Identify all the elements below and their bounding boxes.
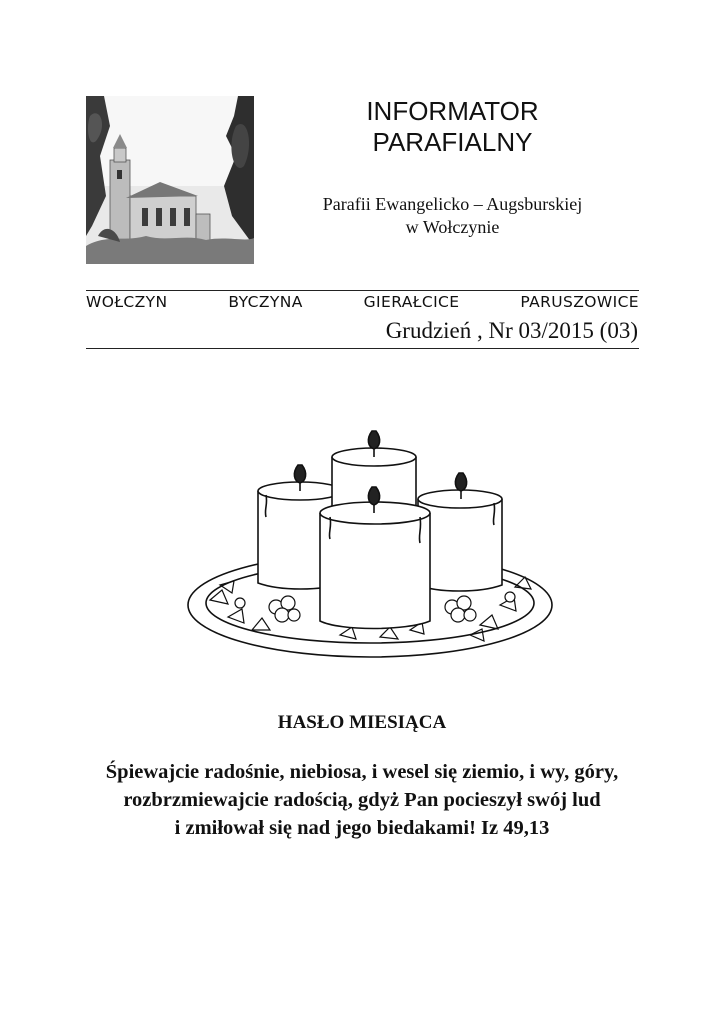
advent-wreath-illustration <box>180 425 560 665</box>
verse-line-2: rozbrzmiewajcie radością, gdyż Pan pocieszył swój lud <box>123 789 601 811</box>
location-byczyna: BYCZYNA <box>228 293 303 311</box>
title-line-1: INFORMATOR <box>366 96 539 126</box>
locations-row <box>86 293 639 311</box>
subtitle-line-2: w Wołczynie <box>405 217 500 237</box>
verse-line-3: i zmiłował się nad jego biedakami! Iz 49,13 <box>174 817 550 839</box>
location-paruszowice: PARUSZOWICE <box>520 293 639 311</box>
motto-heading: HASŁO MIESIĄCA <box>277 712 447 733</box>
church-photo <box>86 96 254 264</box>
divider-bottom <box>86 348 639 349</box>
issue-number: Grudzień , Nr 03/2015 (03) <box>385 318 638 343</box>
parish-subtitle <box>290 193 615 239</box>
title-line-2: PARAFIALNY <box>372 127 533 157</box>
location-gieralcice: GIERAŁCICE <box>363 293 460 311</box>
divider-top <box>86 290 639 291</box>
verse-line-1: Śpiewajcie radośnie, niebiosa, i wesel się ziemio, i wy, góry, <box>105 761 619 783</box>
publication-title <box>300 96 605 158</box>
subtitle-line-1: Parafii Ewangelicko – Augsburskiej <box>322 194 583 214</box>
motto-verse <box>50 758 674 842</box>
location-wolczyn: WOŁCZYN <box>86 293 168 311</box>
